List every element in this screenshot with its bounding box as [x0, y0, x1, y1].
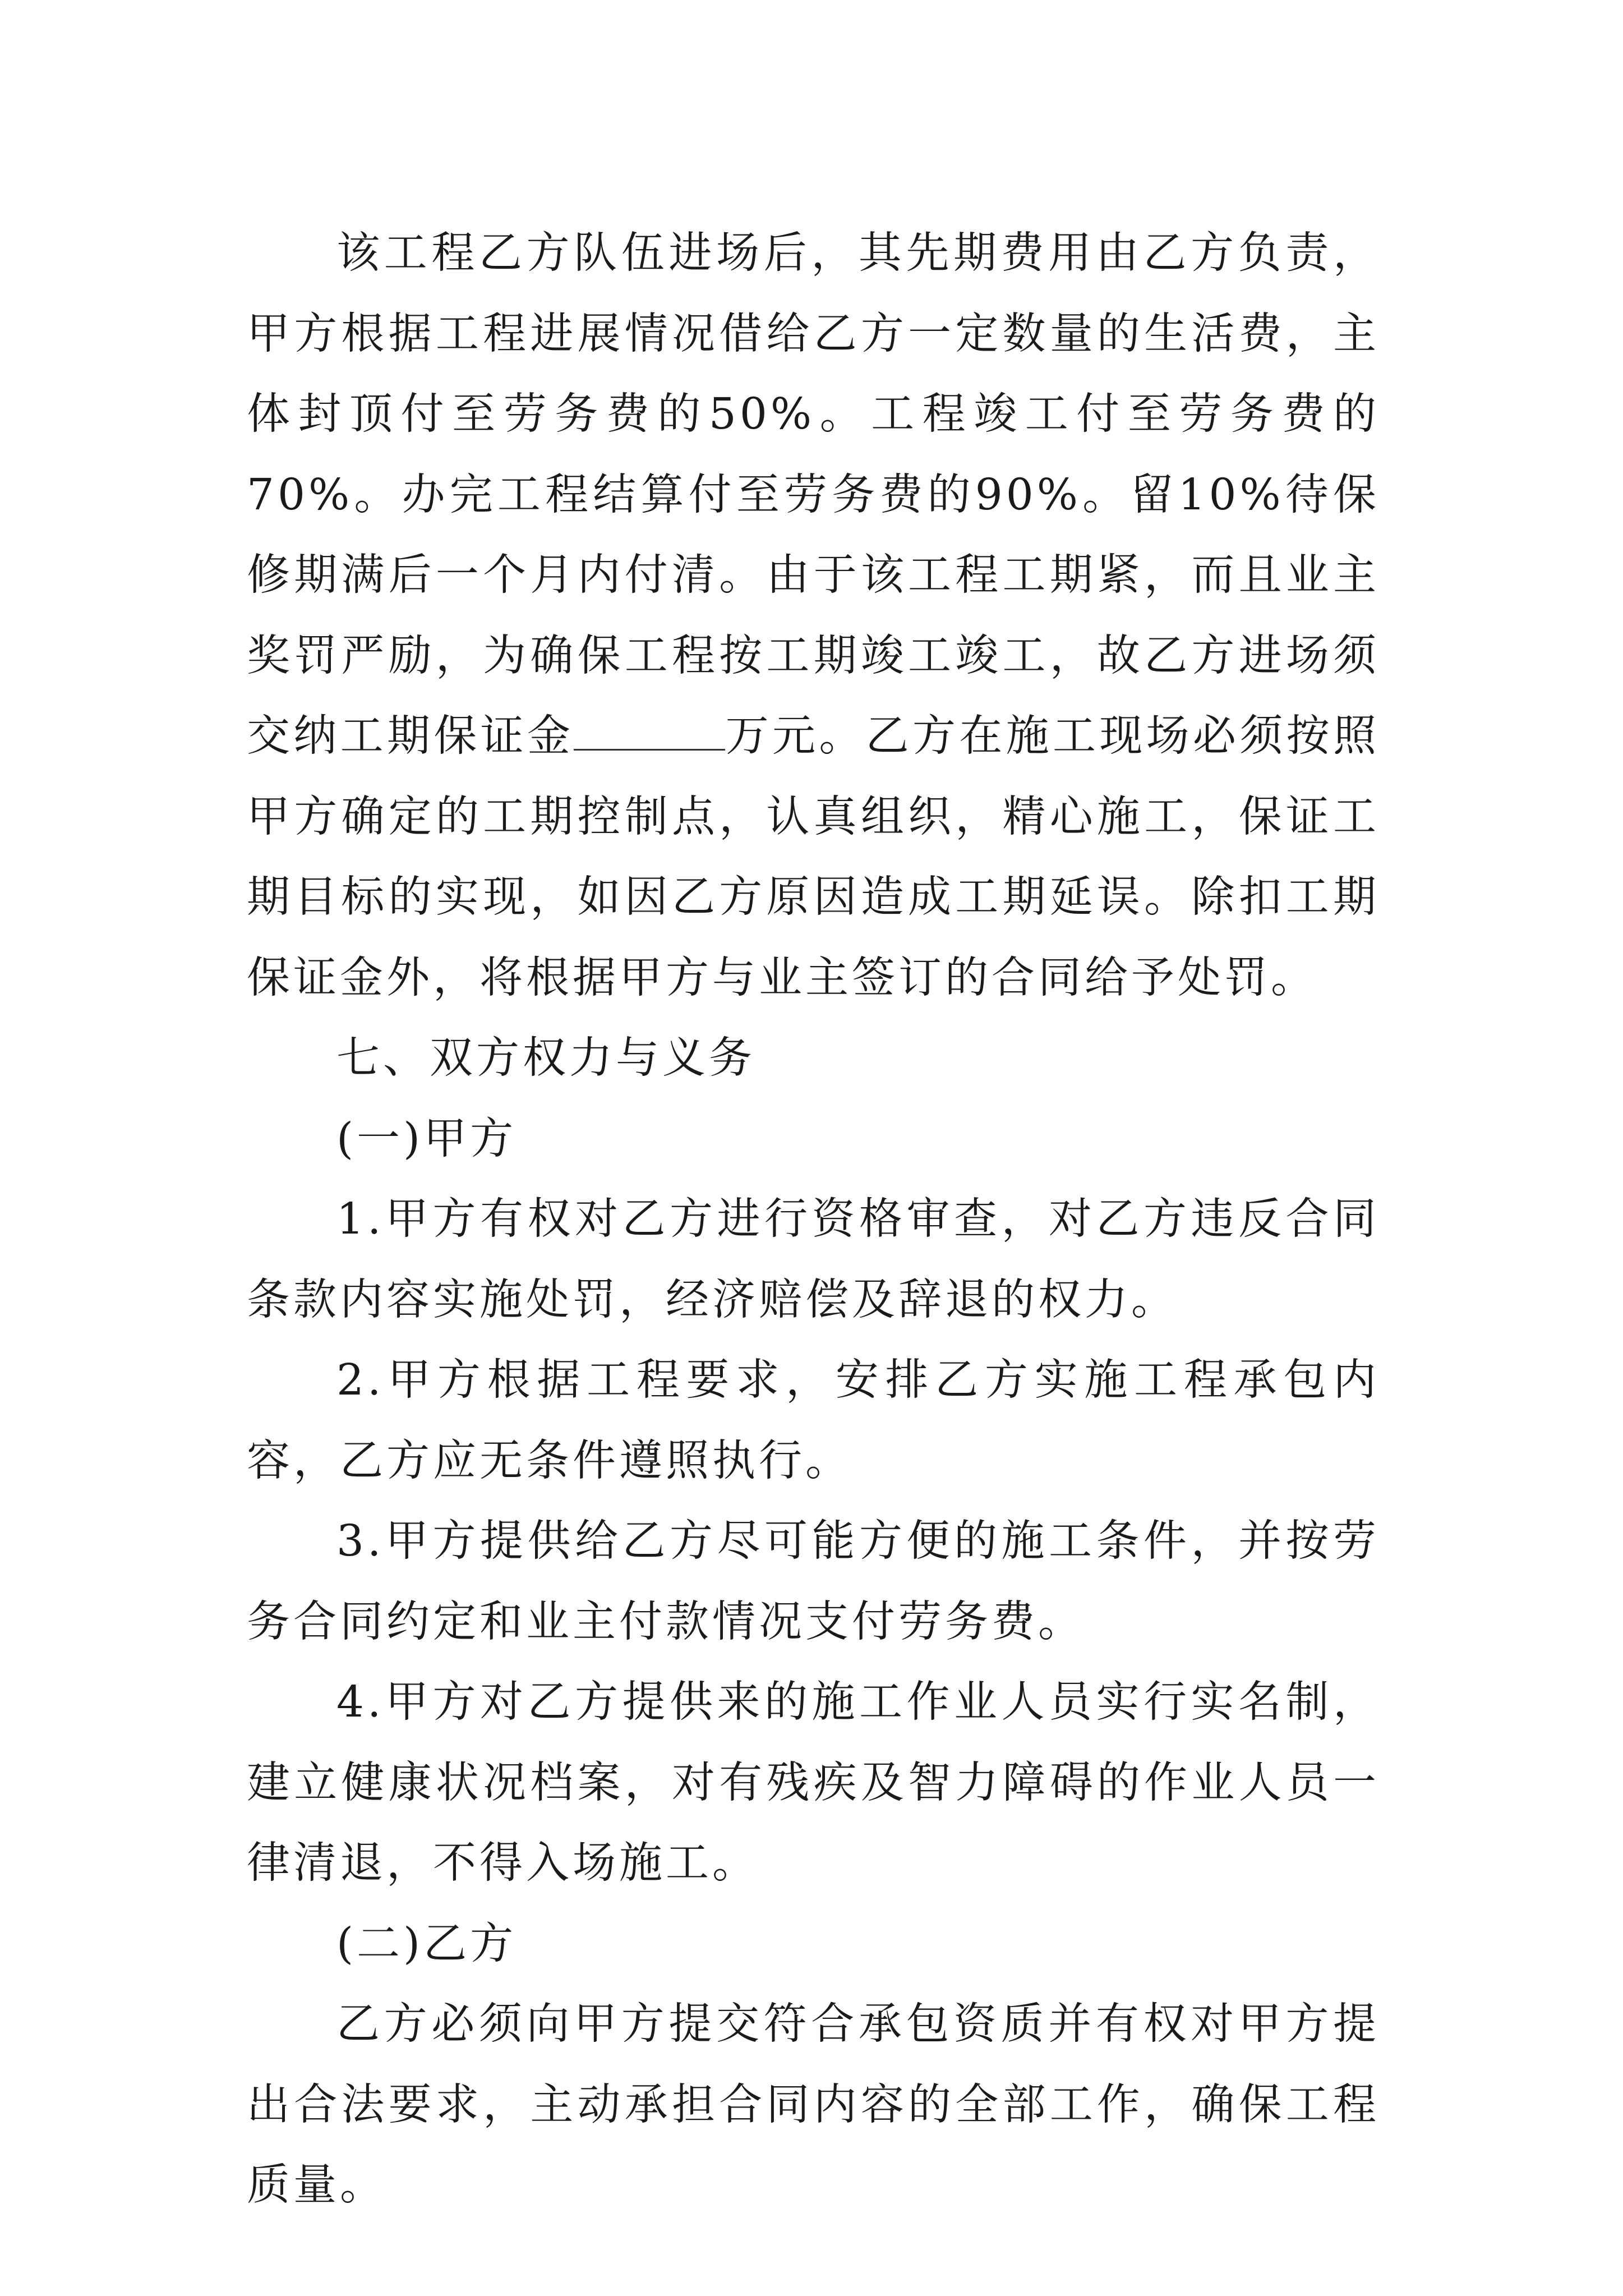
- party-b-heading: (二)乙方: [336, 1918, 517, 1969]
- guarantee-amount-blank: [574, 715, 725, 751]
- section-heading-rights-obligations: 七、双方权力与义务: [336, 1033, 755, 1083]
- party-a-item-3: 3.甲方提供给乙方尽可能方便的施工条件，并按劳务合同约定和业主付款情况支付劳务费。: [247, 1516, 1380, 1647]
- payment-terms-paragraph: [247, 213, 1380, 1018]
- party-a-item-1: 1.甲方有权对乙方进行资格审查，对乙方违反合同条款内容实施处罚，经济赔偿及辞退的权力。: [247, 1194, 1380, 1325]
- payment-terms-text-continued: 万元。乙方在施工现场必须按照甲方确定的工期控制点，认真组织，精心施工，保证工期目标的实现，如因乙方原因造成工期延误。除扣工期保证金外，将根据甲方与业主签订的合同给予处罚。: [247, 711, 1380, 1003]
- party-a-item-4: 4.甲方对乙方提供来的施工作业人员实行实名制，建立健康状况档案，对有残疾及智力障碍的作业人员一律清退，不得入场施工。: [247, 1677, 1380, 1888]
- party-a-item-2: 2.甲方根据工程要求，安排乙方实施工程承包内容，乙方应无条件遵照执行。: [247, 1355, 1380, 1486]
- party-a-heading: (一)甲方: [336, 1114, 517, 1164]
- payment-terms-text: 该工程乙方队伍进场后，其先期费用由乙方负责，甲方根据工程进展情况借给乙方一定数量的生活费，主体封顶付至劳务费的50%。工程竣工付至劳务费的70%。办完工程结算付至劳务费的90%。留10%待保修期满后一个月内付清。由于该工程工期紧，而且业主奖罚严励，为确保工程按工期竣工竣工，故乙方进场须交纳工期保证金: [247, 228, 1380, 761]
- document-body: [247, 213, 1380, 2226]
- party-b-paragraph: 乙方必须向甲方提交符合承包资质并有权对甲方提出合法要求，主动承担合同内容的全部工作，确保工程质量。: [247, 1999, 1380, 2210]
